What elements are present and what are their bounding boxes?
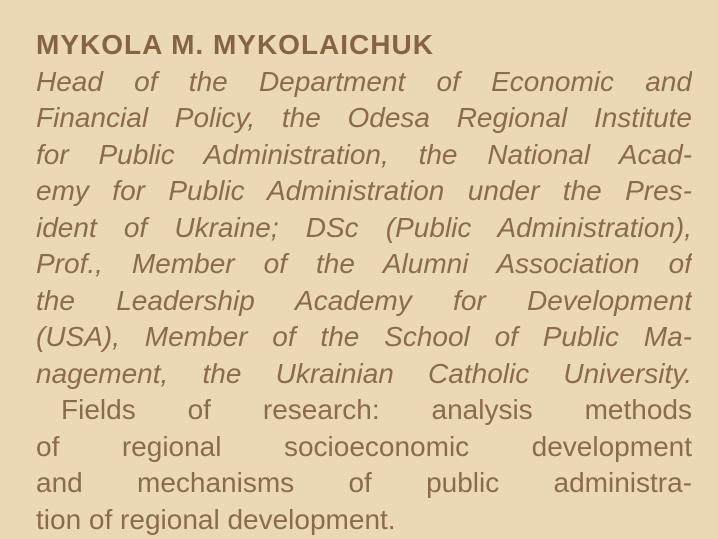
text-line: of regional socioeconomic development — [36, 430, 692, 462]
bio-paragraph — [36, 64, 692, 393]
text-line: Prof., Member of the Alumni Association of — [36, 248, 692, 279]
text-line: ident of Ukraine; DSc (Public Administration), — [36, 211, 692, 243]
text-line: (USA), Member of the School of Public Ma- — [36, 321, 692, 352]
research-paragraph — [36, 392, 692, 538]
text-line: Head of the Department of Economic and — [36, 65, 692, 97]
author-name-heading: MYKOLA M. MYKOLAICHUK — [36, 29, 434, 60]
text-line: and mechanisms of public administra- — [36, 467, 692, 498]
text-line: emy for Public Administration under the Pres- — [36, 175, 692, 206]
text-line: tion of regional development. — [36, 503, 396, 535]
text-line: the Leadership Academy for Development — [36, 284, 692, 316]
text-line: nagement, the Ukrainian Catholic University. — [36, 357, 692, 389]
text-line: Financial Policy, the Odesa Regional Institute — [36, 102, 692, 133]
text-line: Fields of research: analysis methods — [61, 394, 692, 425]
text-line: for Public Administration, the National Acad- — [36, 138, 692, 170]
